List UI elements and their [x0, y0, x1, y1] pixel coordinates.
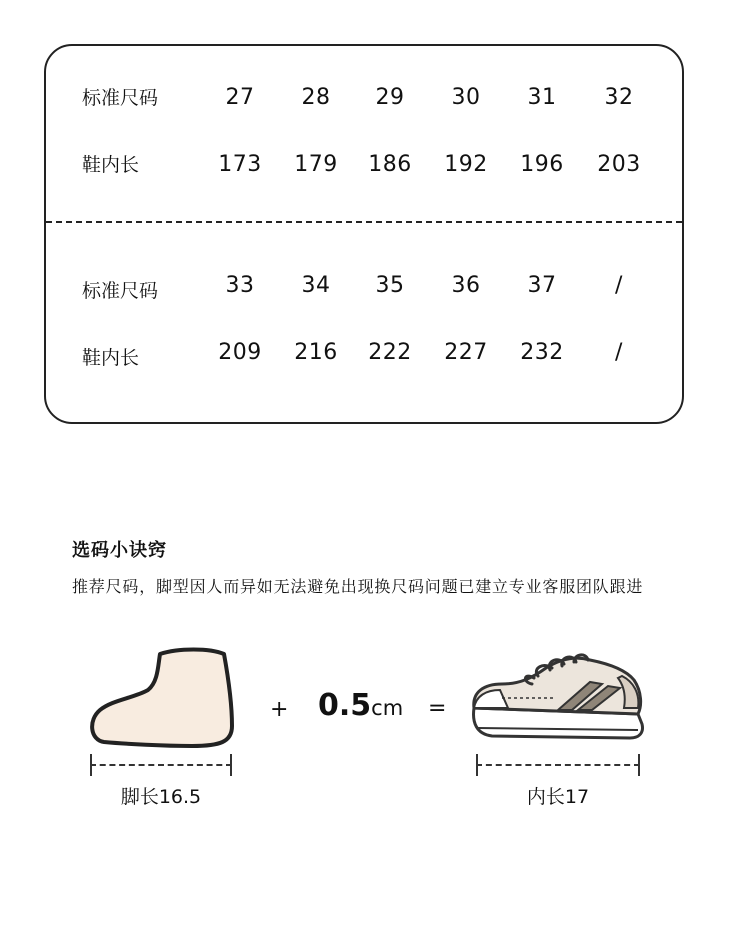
length-cell: 186 — [368, 152, 412, 177]
length-cell: 203 — [597, 152, 641, 177]
length-cell: 227 — [444, 340, 488, 365]
tips-text: 推荐尺码，脚型因人而异如无法避免出现换尺码问题已建立专业客服团队跟进 — [72, 577, 644, 596]
length-cell: 173 — [218, 152, 262, 177]
size-cell: / — [615, 273, 623, 298]
length-cell: 222 — [368, 340, 412, 365]
table-divider — [46, 221, 682, 223]
size-row — [46, 266, 682, 306]
row-label-size: 标准尺码 — [82, 280, 159, 302]
size-cell: 37 — [527, 273, 557, 298]
sneaker-icon — [462, 648, 652, 752]
shoe-length-label: 内长17 — [526, 786, 590, 808]
row-label-size: 标准尺码 — [82, 87, 159, 109]
length-cell: 179 — [294, 152, 338, 177]
size-cell: 36 — [451, 273, 481, 298]
shoe-length-measure — [476, 754, 640, 776]
size-cell: 28 — [301, 85, 331, 110]
length-cell: 216 — [294, 340, 338, 365]
length-cell: 192 — [444, 152, 488, 177]
size-cell: 34 — [301, 273, 331, 298]
foot-length-measure — [90, 754, 232, 776]
foot-length-label: 脚长16.5 — [120, 786, 202, 808]
size-cell: 33 — [225, 273, 255, 298]
size-chart-table — [44, 44, 684, 424]
length-row — [46, 333, 682, 373]
length-cell: 232 — [520, 340, 564, 365]
length-row — [46, 145, 682, 185]
tips-title: 选码小诀窍 — [72, 540, 167, 561]
addend-number: 0.5 — [318, 688, 372, 723]
equals-sign: = — [428, 696, 447, 721]
size-cell: 31 — [527, 85, 557, 110]
size-cell: 27 — [225, 85, 255, 110]
size-cell: 30 — [451, 85, 481, 110]
row-label-length: 鞋内长 — [82, 347, 140, 369]
size-cell: 32 — [604, 85, 634, 110]
bare-foot-icon — [82, 640, 242, 750]
length-cell: 196 — [520, 152, 564, 177]
addend-value — [318, 688, 403, 723]
row-label-length: 鞋内长 — [82, 154, 140, 176]
size-cell: 35 — [375, 273, 405, 298]
addend-unit: cm — [371, 696, 404, 720]
size-cell: 29 — [375, 85, 405, 110]
size-row — [46, 78, 682, 118]
length-cell: 209 — [218, 340, 262, 365]
length-cell: / — [615, 340, 623, 365]
plus-sign: + — [270, 697, 289, 722]
